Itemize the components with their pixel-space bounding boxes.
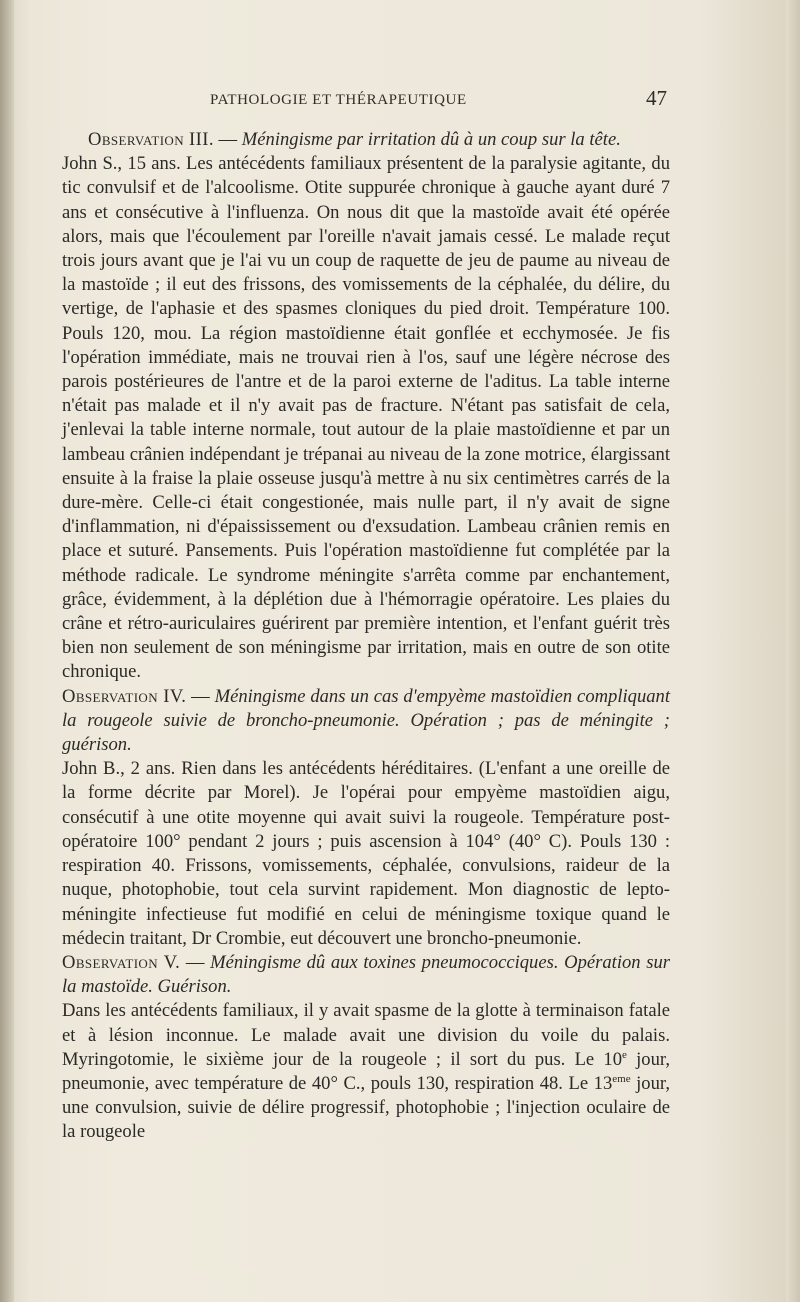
observation-4-title: Méningisme dans un cas d'empyème mastoïdien compliquant la rougeole suivie de broncho-pneumonie. Opération ; pas de méningite ; guérison. xyxy=(62,685,671,756)
observation-3-heading xyxy=(62,128,670,152)
observation-5-text-part-2: jour, pneumonie, avec température de 40° C., pouls 130, respiration 48. Le 13 xyxy=(62,1048,670,1094)
observation-4-label: Observation IV. xyxy=(62,685,187,707)
observation-5-label: Observation V. xyxy=(62,951,181,973)
observation-4-dash: — xyxy=(186,685,215,707)
observation-4-body xyxy=(62,757,670,951)
observation-5-text-part-3: jour, une convulsion, suivie de délire progressif, photophobie ; l'injection oculaire de la rougeole xyxy=(62,1072,670,1143)
observation-5-text-part-1: Dans les antécédents familiaux, il y avait spasme de la glotte à terminaison fatale et à lésion inconnue. Le malade avait une division du voile du palais. Myringotomie, le sixième jour de la rougeole ; il sort du pus. Le 10 xyxy=(62,1000,670,1070)
observation-4-heading xyxy=(62,685,670,758)
page-number: 47 xyxy=(646,86,667,110)
observation-3-dash: — xyxy=(213,129,242,150)
observation-5-title: Méningisme dû aux toxines pneumococciques. Opération sur la mastoïde. Guérison. xyxy=(62,951,670,998)
observation-4-text: John B., 2 ans. Rien dans les antécédents héréditaires. (L'enfant a une oreille de la forme décrite par Morel). Je l'opérai pour empyème mastoïdien aigu, consécutif à une otite moyenne qui avait suivi la rougeole. Température post-opératoire 100° pendant 2 jours ; puis ascension à 104° (40° C). Pouls 130 : respiration 40. Frissons, vomissements, céphalée, convulsions, raideur de la nuque, photophobie, tout cela survint rapidement. Mon diagnostic de lepto-méningite infectieuse fut modifié en celui de méningisme toxique quand le médecin traitant, Dr Crombie, eut découvert une broncho-pneumonie. xyxy=(62,758,670,949)
observation-5-superscript-1: e xyxy=(622,1048,627,1061)
observation-3-body xyxy=(62,152,670,684)
page-spine-shadow xyxy=(0,0,14,1302)
observation-3-title: Méningisme par irritation dû à un coup sur la tête. xyxy=(241,129,621,150)
observation-5-heading xyxy=(62,951,670,999)
observation-5-dash: — xyxy=(180,951,211,973)
main-text xyxy=(62,128,670,1145)
page-edge-shadow xyxy=(786,0,800,1302)
observation-3-label: Observation III. xyxy=(88,129,214,150)
running-title: PATHOLOGIE ET THÉRAPEUTIQUE xyxy=(210,92,467,108)
observation-5-superscript-2: eme xyxy=(612,1072,631,1085)
observation-3-text: John S., 15 ans. Les antécédents familiaux présentent de la paralysie agitante, du tic convulsif et de l'alcoolisme. Otite suppurée chronique à gauche ayant duré 7 ans et consécutive à l'influenza. On nous dit que la mastoïde avait été opérée alors, mais que l'écoulement par l'oreille n'avait jamais cessé. Le malade reçut trois jours avant que je l'ai vu un coup de raquette de jeu de paume au niveau de la mastoïde ; il eut des frissons, des vomissements de la céphalée, du délire, du vertige, de l'aphasie et des spasmes cloniques du pied droit. Température 100. Pouls 120, mou. La région mastoïdienne était gonflée et ecchymosée. Je fis l'opération immédiate, mais ne trouvai rien à l'os, sauf une légère nécrose des parois postérieures de l'antre et de la paroi externe de l'aditus. La table interne n'était pas malade et il n'y avait pas de fracture. N'étant pas satisfait de cela, j'enlevai la table interne normale, tout autour de la plaie mastoïdienne et par un lambeau crânien indépendant je trépanai au niveau de la zone motrice, élargissant ensuite à la fraise la plaie osseuse jusqu'à mettre à nu six centimètres carrés de la dure-mère. Celle-ci était congestionée, mais nulle part, il n'y avait de signe d'inflammation, ni d'épaississement ou d'exsudation. Lambeau crânien remis en place et suturé. Pansements. Puis l'opération mastoïdienne fut complétée par la méthode radicale. Le syndrome méningite s'arrêta comme par enchantement, grâce, évidemment, à la déplétion due à l'hémorragie opératoire. Les plaies du crâne et rétro-auriculaires guérirent par première intention, et l'enfant guérit très bien non seulement de son méningisme par irritation, mais en outre de son otite chronique. xyxy=(62,153,670,683)
observation-5-body xyxy=(62,999,670,1144)
running-header xyxy=(0,86,800,116)
